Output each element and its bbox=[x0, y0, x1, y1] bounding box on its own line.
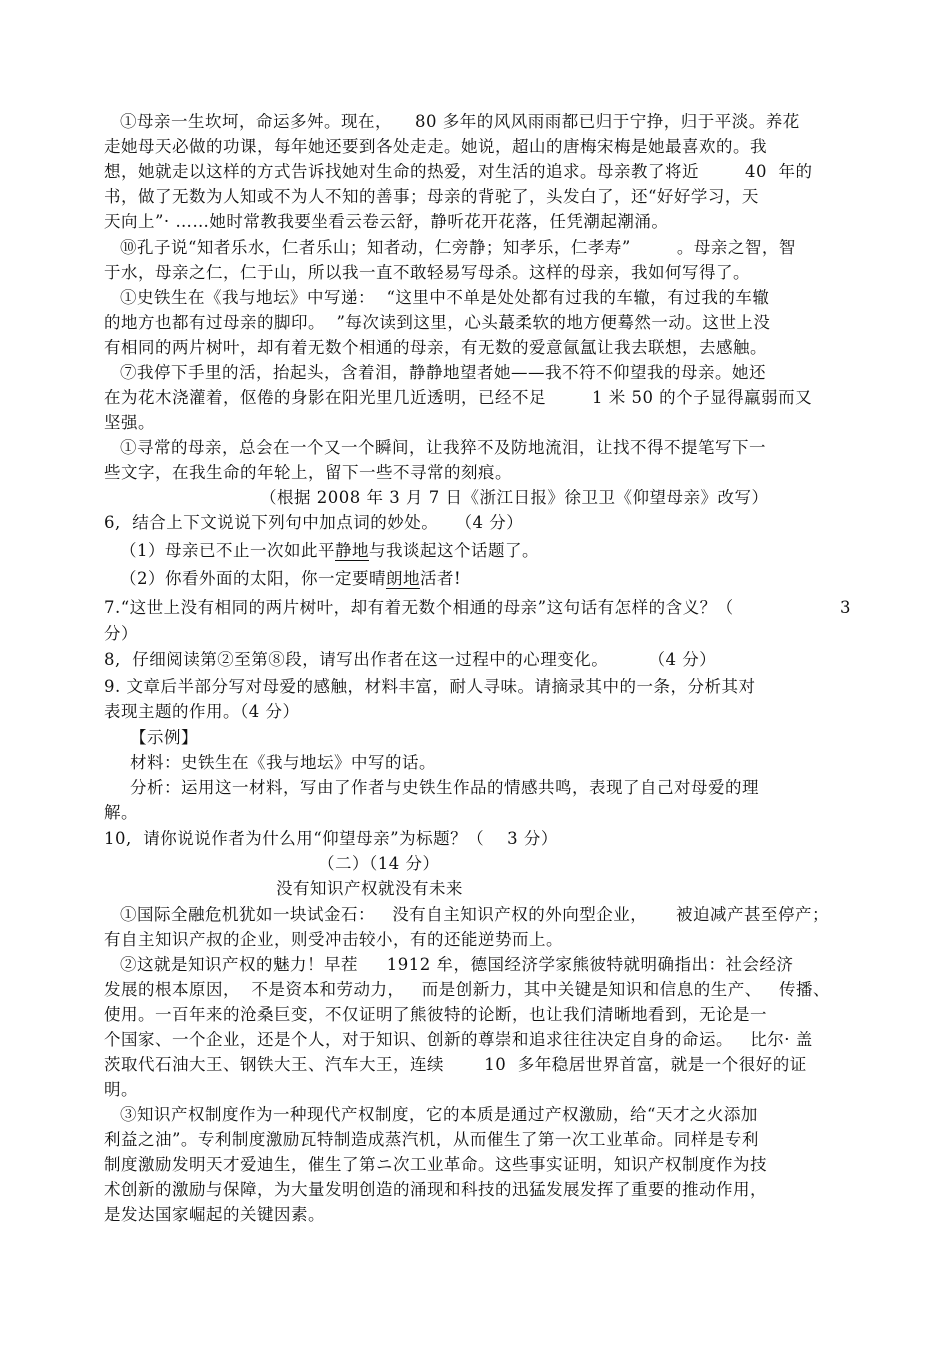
question-6: 6, 结合上下文说说下列句中加点词的妙处。 （4 分） bbox=[104, 513, 524, 532]
paragraph-line: 利益之油”。专利制度激励瓦特制造成蒸汽机，从而催生了第一次工业革命。同样是专利 bbox=[104, 1130, 759, 1149]
question-7: 7.“这世上没有相同的两片树叶，却有着无数个相通的母亲”这句话有怎样的含义？（ bbox=[104, 598, 734, 617]
dotted-word: 朗地 bbox=[386, 569, 420, 588]
paragraph-line: 坚强。 bbox=[104, 413, 155, 432]
question-text: （2）你看外面的太阳，你一定要晴 bbox=[120, 569, 386, 588]
paragraph-line: 使用。一百年来的沧桑巨变，不仅证明了熊彼特的论断，也让我们清晰地看到，无论是一 bbox=[104, 1005, 767, 1024]
example-material: 材料：史铁生在《我与地坛》中写的话。 bbox=[130, 753, 436, 772]
question-6-item-2 bbox=[120, 568, 461, 590]
paragraph-line: 有自主知识产叔的企业，则受冲击较小，有的还能逆势而上。 bbox=[104, 930, 563, 949]
paragraph-line: 书，做了无数为人知或不为人不知的善事；母亲的背驼了，头发白了，还“好好学习，天 bbox=[104, 187, 759, 206]
paragraph-line: ①史铁生在《我与地坛》中写递： “这里中不单是处处都有过我的车辙，有过我的车辙 bbox=[120, 288, 770, 307]
paragraph-line: 想，她就走以这样的方式告诉找她对生命的热爱，对生活的追求。母亲教了将近 40 年的 bbox=[104, 162, 813, 181]
paragraph-line: 有相同的两片树叶，却有着无数个相通的母亲，有无数的爱意氤氲让我去联想，去感触。 bbox=[104, 338, 767, 357]
section-heading: （二）（14 分） bbox=[318, 854, 440, 873]
dotted-word: 静地 bbox=[335, 541, 369, 560]
paragraph-line: ⑦我停下手里的活，抬起头，含着泪，静静地望者她——我不符不仰望我的母亲。她还 bbox=[120, 363, 766, 382]
question-8: 8, 仔细阅读第②至第⑧段，请写出作者在这一过程中的心理变化。 （4 分） bbox=[104, 650, 717, 669]
paragraph-line: 发展的根本原因， 不是资本和劳动力， 而是创新力，其中关键是知识和信息的生产、 传播、 bbox=[104, 980, 830, 999]
example-heading: 【示例】 bbox=[130, 728, 198, 747]
question-9: 9. 文章后半部分写对母爱的感触，材料丰富，耐人寻味。请摘录其中的一条，分析其对 bbox=[104, 677, 756, 696]
example-analysis-cont: 解。 bbox=[104, 803, 138, 822]
source-citation: （根据 2008 年 3 月 7 日《浙江日报》徐卫卫《仰望母亲》改写） bbox=[260, 488, 769, 507]
paragraph-line: ⑩孔子说“知者乐水，仁者乐山；知者动，仁旁静；知孝乐，仁孝寿” 。母亲之智，智 bbox=[120, 238, 796, 257]
paragraph-line: 是发达国家崛起的关键因素。 bbox=[104, 1205, 325, 1224]
paragraph-line: 些文字，在我生命的年轮上，留下一些不寻常的刻痕。 bbox=[104, 463, 512, 482]
question-7-score: 3 bbox=[840, 598, 851, 617]
question-6-item-1 bbox=[120, 540, 539, 562]
paragraph-line: 在为花木浇灌着，伛倦的身影在阳光里几近透明，已经不足 1 米 50 的个子显得羸弱而又 bbox=[104, 388, 813, 407]
paragraph-line: 术创新的激励与保障，为大量发明创造的涌现和科技的迅猛发展发挥了重要的推动作用， bbox=[104, 1180, 767, 1199]
paragraph-line: 明。 bbox=[104, 1080, 138, 1099]
question-10: 10, 请你说说作者为什么用“仰望母亲”为标题？（ 3 分） bbox=[104, 829, 558, 848]
example-analysis: 分析：运用这一材料，写由了作者与史铁生作品的情感共鸣，表现了自己对母爱的理 bbox=[130, 778, 759, 797]
paragraph-line: ①母亲一生坎坷，命运多舛。现在， 80 多年的风风雨雨都已归于宁挣，归于平淡。养花 bbox=[120, 112, 800, 131]
question-text: （1）母亲已不止一次如此平 bbox=[120, 541, 335, 560]
paragraph-line: ①国际全融危机犹如一块试金石： 没有自主知识产权的外向型企业， 被迫减产甚至停产； bbox=[120, 905, 829, 924]
paragraph-line: ③知识产权制度作为一种现代产权制度，它的本质是通过产权激励，给“天才之火添加 bbox=[120, 1105, 758, 1124]
paragraph-line: 天向上”· ……她时常教我要坐看云卷云舒，静听花开花落，任凭潮起潮涌。 bbox=[104, 212, 669, 231]
paragraph-line: ①寻常的母亲，总会在一个又一个瞬间，让我猝不及防地流泪，让找不得不提笔写下一 bbox=[120, 438, 766, 457]
paragraph-line: 走她母天必做的功课，每年她还要到各处走走。她说，超山的唐梅宋梅是她最喜欢的。我 bbox=[104, 137, 767, 156]
paragraph-line: 的地方也都有过母亲的脚印。 ”每次读到这里，心头蕞柔软的地方便蓦然一动。这世上没 bbox=[104, 313, 771, 332]
paragraph-line: 于水，母亲之仁，仁于山，所以我一直不敢轻易写母杀。这样的母亲，我如何写得了。 bbox=[104, 263, 750, 282]
paragraph-line: 茨取代石油大王、钢铁大王、汽车大王，连续 10 多年稳居世界首富，就是一个很好的证 bbox=[104, 1055, 807, 1074]
question-text: 活者! bbox=[420, 569, 462, 588]
question-text: 与我谈起这个话题了。 bbox=[369, 541, 539, 560]
question-9-cont: 表现主题的作用。（4 分） bbox=[104, 702, 300, 721]
paragraph-line: 个国家、一个企业，还是个人，对于知识、创新的尊崇和追求往往决定自身的命运。 比尔· 盖 bbox=[104, 1030, 813, 1049]
paragraph-line: 制度激励发明天才爱迪生，催生了第ニ次工业革命。这些事实证明，知识产权制度作为技 bbox=[104, 1155, 767, 1174]
paragraph-line: ②这就是知识产权的魅力！早茬 1912 牟，德国经济学家熊彼特就明确指出：社会经济 bbox=[120, 955, 794, 974]
article-title: 没有知识产权就没有未来 bbox=[276, 879, 463, 898]
question-7-cont: 分） bbox=[104, 624, 138, 643]
